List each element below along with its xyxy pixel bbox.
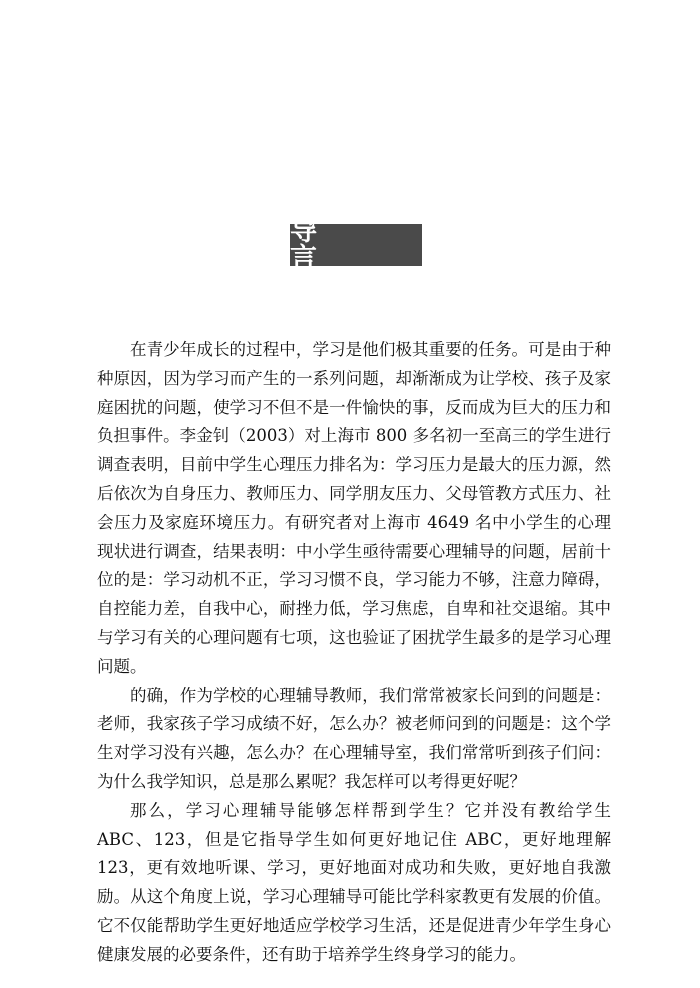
title-banner: [290, 216, 424, 274]
paragraph-3: 那么，学习心理辅导能够怎样帮到学生？它并没有教给学生 ABC、123，但是它指导学生如何更好地记住 ABC，更好地理解 123，更有效地听课、学习，更好地面对成功和失败，更好地自我激励。从这个角度上说，学习心理辅导可能比学科家教更有发展的价值。它不仅能帮助学生更好地适应学校学习生活，还是促进青少年学生身心健康发展的必要条件，还有助于培养学生终身学习的能力。: [97, 800, 611, 964]
body-text: [97, 336, 611, 970]
paragraph-1: 在青少年成长的过程中，学习是他们极其重要的任务。可是由于种种原因，因为学习而产生的一系列问题，却渐渐成为让学校、孩子及家庭困扰的问题，使学习不但不是一件愉快的事，反而成为巨大的压力和负担事件。李金钊（2003）对上海市 800 多名初一至高三的学生进行调查表明，目前中学生心理压力排名为：学习压力是最大的压力源，然后依次为自身压力、教师压力、同学朋友压力、父母管教方式压力、社会压力及家庭环境压力。有研究者对上海市 4649 名中小学生的心理现状进行调查，结果表明：中小学生亟待需要心理辅导的问题，居前十位的是：学习动机不正，学习习惯不良，学习能力不够，注意力障碍，自控能力差，自我中心，耐挫力低，学习焦虑，自卑和社交退缩。其中与学习有关的心理问题有七项，这也验证了困扰学生最多的是学习心理问题。: [97, 340, 611, 676]
page-title: 导 言: [290, 216, 424, 274]
paragraph-2: 的确，作为学校的心理辅导教师，我们常常被家长问到的问题是：老师，我家孩子学习成绩不好，怎么办？被老师问到的问题是：这个学生对学习没有兴趣，怎么办？在心理辅导室，我们常常听到孩子们问：为什么我学知识，总是那么累呢？我怎样可以考得更好呢？: [97, 685, 611, 791]
